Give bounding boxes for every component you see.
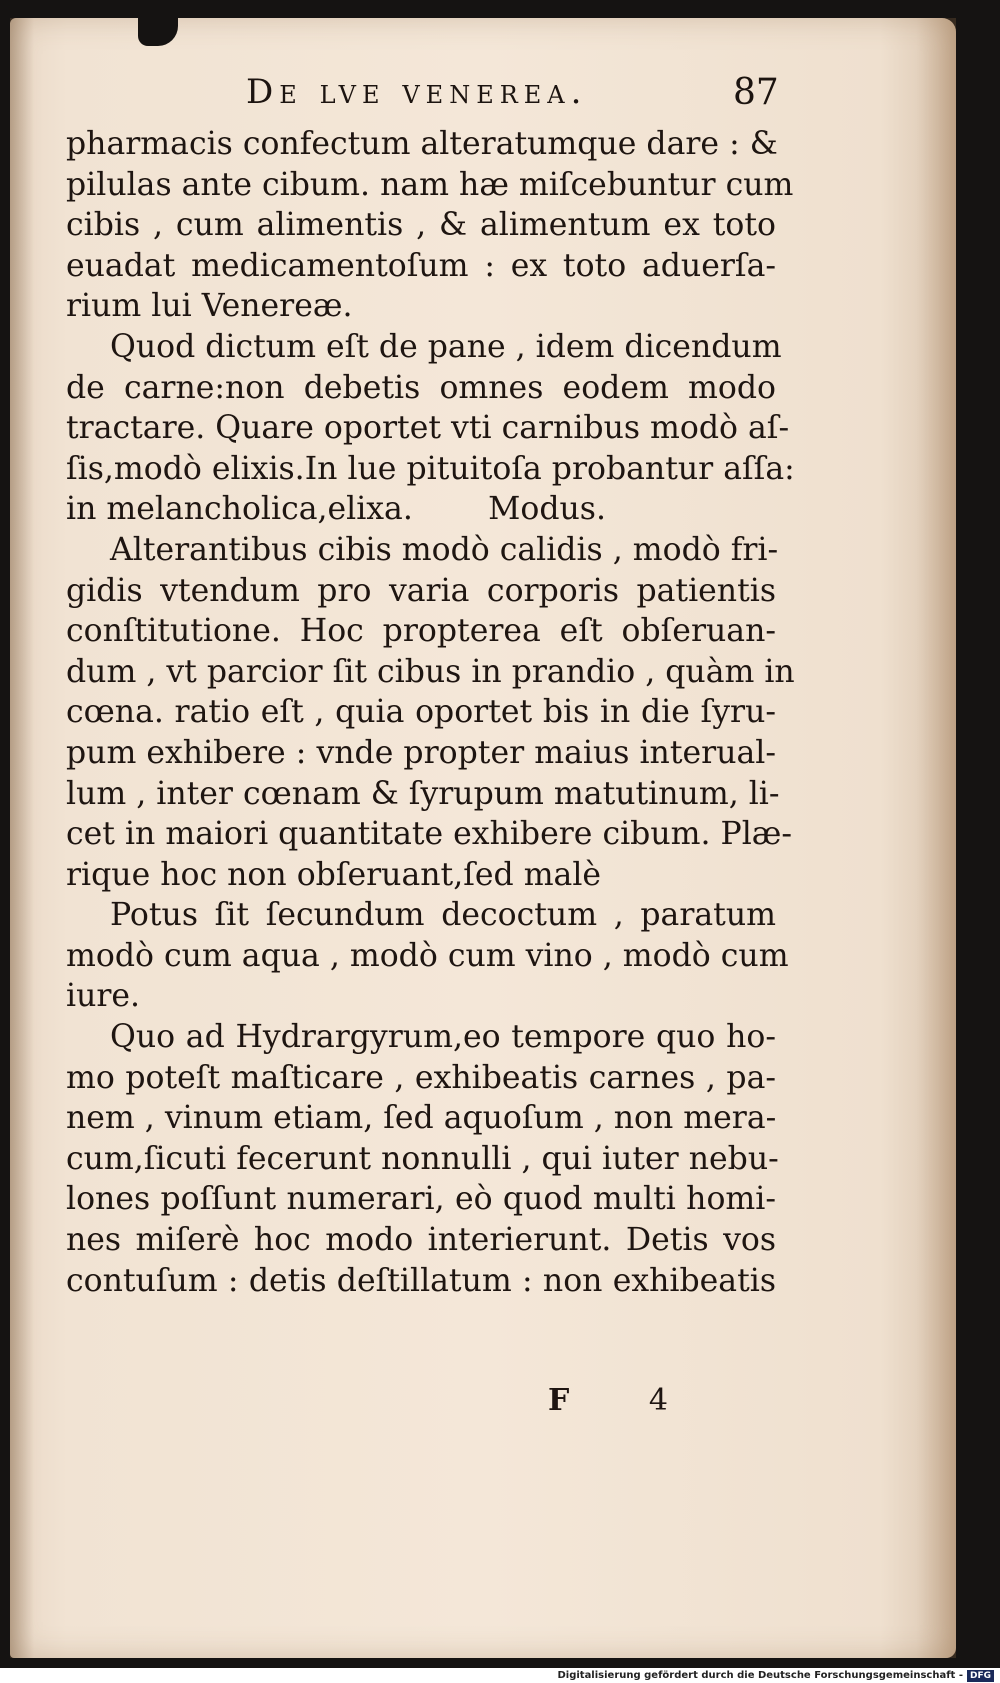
text-line: nem , vinum etiam, ſed aquoſum , non mera-	[66, 1100, 777, 1137]
page-number: 87	[733, 72, 779, 113]
text-line: dum , vt parcior ſit cibus in prandio , quàm in	[66, 653, 795, 690]
text-line: nes miſerè hoc modo interierunt. Detis vos	[66, 1222, 776, 1259]
text-line: ſis,modò elixis.In lue pituitoſa probantur aſſa:	[66, 450, 795, 487]
text-line: lones poſſunt numerari, eò quod multi homi-	[66, 1181, 776, 1218]
text-line: cum,ſicuti fecerunt nonnulli , qui iuter nebu-	[66, 1140, 779, 1177]
text-line: in melancholica,elixa.	[66, 491, 413, 528]
signature-mark	[548, 1383, 668, 1418]
text-line: cibis , cum alimentis , & alimentum ex toto	[66, 207, 776, 244]
text-line: de carne:non debetis omnes eodem modo	[66, 369, 776, 406]
text-line: Potus ſit ſecundum decoctum , paratum	[110, 897, 776, 934]
signature-letter: F	[548, 1383, 570, 1418]
running-head: De lve venerea.	[246, 72, 588, 112]
text-line: Alterantibus cibis modò calidis , modò fri-	[110, 531, 779, 568]
text-line: pum exhibere : vnde propter maius interual-	[66, 734, 776, 771]
text-line: Quo ad Hydrargyrum,eo tempore quo ho-	[110, 1019, 776, 1056]
text-line: rium lui Venereæ.	[66, 288, 353, 325]
text-line: mo poteſt maſticare , exhibeatis carnes , pa-	[66, 1059, 776, 1096]
text-line: lum , inter cœnam & ſyrupum matutinum, li-	[66, 775, 780, 812]
text-line: Quod dictum eſt de pane , idem dicendum	[110, 328, 782, 365]
text-line: rique hoc non obſeruant,ſed malè	[66, 856, 602, 893]
text-line: pilulas ante cibum. nam hæ miſcebuntur cum	[66, 166, 794, 203]
text-line-with-sidenote	[66, 489, 776, 530]
text-line: tractare. Quare oportet vti carnibus modò aſ-	[66, 410, 790, 447]
text-line: conſtitutione. Hoc propterea eſt obſeruan-	[66, 613, 776, 650]
text-line: pharmacis confectum alteratumque dare : &	[66, 126, 778, 162]
marginal-note: Modus.	[488, 491, 606, 528]
text-line: contuſum : detis deſtillatum : non exhibeatis	[66, 1262, 776, 1299]
footer-text: Digitalisierung gefördert durch die Deutsche Forschungsgemeinschaft -	[557, 1670, 963, 1681]
body-text	[66, 124, 795, 1301]
text-line: euadat medicamentoſum : ex toto aduerſa-	[66, 247, 776, 284]
dfg-logo: DFG	[967, 1670, 994, 1682]
text-line: cœna. ratio eſt , quia oportet bis in die ſyru-	[66, 694, 776, 731]
text-line: cet in maiori quantitate exhibere cibum. Plæ-	[66, 816, 793, 853]
text-line: iure.	[66, 978, 141, 1015]
page-corner-damage	[138, 18, 178, 46]
text-line: gidis vtendum pro varia corporis patientis	[66, 572, 776, 609]
digitization-footer	[0, 1668, 1000, 1683]
text-line: modò cum aqua , modò cum vino , modò cum	[66, 937, 789, 974]
signature-number: 4	[648, 1383, 668, 1418]
